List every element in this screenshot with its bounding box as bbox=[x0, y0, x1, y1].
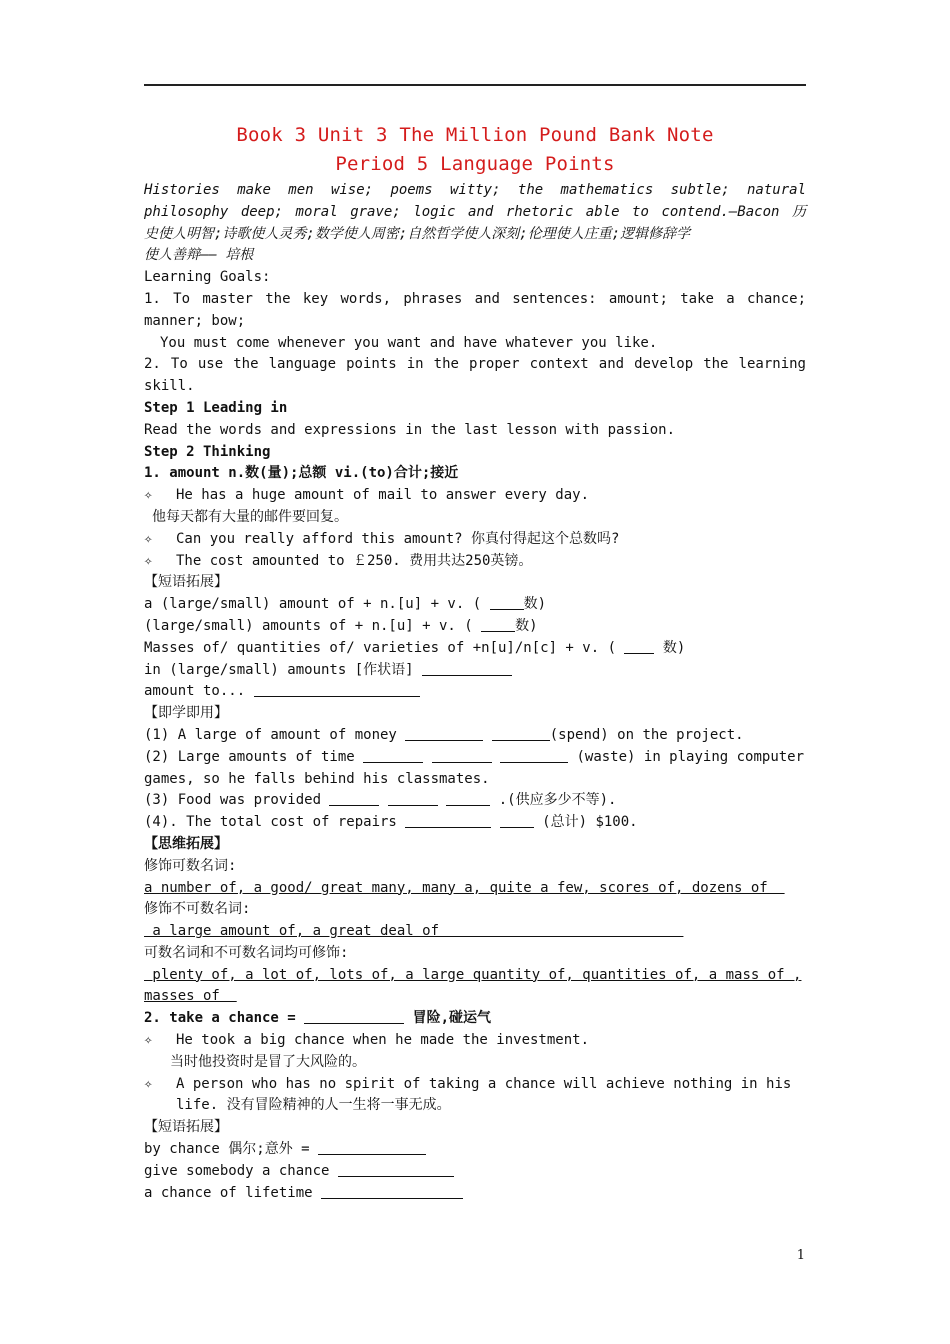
phrase-line: in (large/small) amounts [作状语] bbox=[144, 660, 806, 682]
phrase-line: give somebody a chance bbox=[144, 1161, 806, 1183]
practice-line: (2) Large amounts of time (waste) in playing computer bbox=[144, 748, 805, 765]
goals-heading: Learning Goals: bbox=[144, 269, 271, 286]
answer-blank[interactable] bbox=[624, 639, 654, 654]
section-heading: 【短语拓展】 bbox=[144, 574, 228, 591]
example-line: ✧ The cost amounted to ￡250. 费用共达250英镑。 bbox=[144, 551, 806, 573]
goal-line: 2. To use the language points in the proper context and develop the learning bbox=[144, 356, 806, 373]
example-line: life. 没有冒险精神的人一生将一事无成。 bbox=[176, 1097, 451, 1114]
answer-blank[interactable] bbox=[318, 1140, 426, 1155]
answer-blank[interactable] bbox=[338, 1162, 454, 1177]
answer-blank[interactable] bbox=[432, 748, 492, 763]
practice-line: (1) A large of amount of money (spend) on the project. bbox=[144, 726, 744, 743]
practice-line: (3) Food was provided .(供应多少不等). bbox=[144, 792, 617, 809]
answer-blank[interactable] bbox=[363, 748, 423, 763]
quote-line: 使人善辩—— 培根 bbox=[144, 247, 254, 264]
answer-blank[interactable] bbox=[405, 726, 483, 741]
answer-blank[interactable] bbox=[321, 1184, 463, 1199]
example-line: ✧ He has a huge amount of mail to answer every day. bbox=[144, 485, 806, 507]
answer-blank[interactable] bbox=[481, 617, 515, 632]
phrase-line: a chance of lifetime bbox=[144, 1183, 806, 1205]
section-heading: 【短语拓展】 bbox=[144, 1119, 228, 1136]
example-line: ✧ A person who has no spirit of taking a chance will achieve nothing in his bbox=[144, 1074, 806, 1096]
answer-blank[interactable] bbox=[446, 791, 490, 806]
bullet-icon: ✧ bbox=[144, 530, 153, 547]
step1-heading: Step 1 Leading in bbox=[144, 399, 288, 416]
page-title: Book 3 Unit 3 The Million Pound Bank Note bbox=[236, 124, 714, 146]
goal-line: You must come whenever you want and have whatever you like. bbox=[160, 334, 658, 351]
quote-line: Histories make men wise; poems witty; the mathematics subtle; natural bbox=[144, 182, 806, 198]
answer-blank[interactable] bbox=[388, 791, 438, 806]
label-line: 修饰可数名词: bbox=[144, 857, 237, 874]
bullet-icon: ✧ bbox=[144, 1032, 153, 1049]
section-heading: 【即学即用】 bbox=[144, 705, 228, 722]
example-translation: 他每天都有大量的邮件要回复。 bbox=[152, 508, 348, 525]
goal-line: 1. To master the key words, phrases and sentences: amount; take a chance; bbox=[144, 290, 806, 307]
phrase-list: plenty of, a lot of, lots of, a large quantity of, quantities of, a mass of , bbox=[144, 966, 802, 983]
answer-blank[interactable] bbox=[500, 748, 568, 763]
phrase-list: masses of bbox=[144, 988, 237, 1005]
phrase-line: by chance 偶尔;意外 = bbox=[144, 1139, 806, 1161]
bullet-icon: ✧ bbox=[144, 1075, 153, 1092]
phrase-list: a large amount of, a great deal of bbox=[144, 923, 684, 940]
answer-blank[interactable] bbox=[490, 595, 524, 610]
step2-heading: Step 2 Thinking bbox=[144, 443, 271, 460]
document-body bbox=[144, 180, 806, 1204]
phrase-line: amount to... bbox=[144, 681, 806, 703]
answer-blank[interactable] bbox=[500, 813, 534, 828]
page-subtitle: Period 5 Language Points bbox=[335, 153, 615, 175]
answer-blank[interactable] bbox=[405, 813, 491, 828]
bullet-icon: ✧ bbox=[144, 487, 153, 504]
bullet-icon: ✧ bbox=[144, 552, 153, 569]
answer-blank[interactable] bbox=[254, 682, 420, 697]
example-line: ✧ He took a big chance when he made the investment. bbox=[144, 1030, 806, 1052]
page-number: 1 bbox=[796, 1248, 805, 1263]
item-heading: 1. amount n.数(量);总额 vi.(to)合计;接近 bbox=[144, 465, 459, 482]
answer-blank[interactable] bbox=[329, 791, 379, 806]
phrase-line: Masses of/ quantities of/ varieties of +n[u]/n[c] + v. ( 数) bbox=[144, 639, 686, 656]
header-rule bbox=[144, 84, 806, 86]
phrase-list: a number of, a good/ great many, many a, quite a few, scores of, dozens of bbox=[144, 879, 785, 896]
goal-line: skill. bbox=[144, 378, 195, 395]
phrase-line: (large/small) amounts of + n.[u] + v. ( 数) bbox=[144, 617, 538, 634]
item-heading: 2. take a chance = 冒险,碰运气 bbox=[144, 1010, 492, 1027]
example-line: ✧ Can you really afford this amount? 你真付得起这个总数吗? bbox=[144, 529, 806, 551]
example-translation: 当时他投资时是冒了大风险的。 bbox=[170, 1053, 366, 1070]
answer-blank[interactable] bbox=[422, 661, 512, 676]
step1-text: Read the words and expressions in the last lesson with passion. bbox=[144, 421, 676, 438]
label-line: 修饰不可数名词: bbox=[144, 901, 251, 918]
practice-line: games, so he falls behind his classmates. bbox=[144, 770, 490, 787]
quote-line: philosophy deep; moral grave; logic and rhetoric able to contend.—Bacon 历 bbox=[144, 203, 806, 220]
answer-blank[interactable] bbox=[304, 1009, 404, 1024]
answer-blank[interactable] bbox=[492, 726, 550, 741]
phrase-line: a (large/small) amount of + n.[u] + v. ( 数) bbox=[144, 596, 547, 613]
quote-line: 史使人明智;诗歌使人灵秀;数学使人周密;自然哲学使人深刻;伦理使人庄重;逻辑修辞学 bbox=[144, 225, 691, 242]
label-line: 可数名词和不可数名词均可修饰: bbox=[144, 944, 349, 961]
goal-line: manner; bow; bbox=[144, 312, 246, 329]
practice-line: (4). The total cost of repairs (总计) $100. bbox=[144, 814, 638, 831]
section-heading: 【思维拓展】 bbox=[144, 835, 228, 852]
